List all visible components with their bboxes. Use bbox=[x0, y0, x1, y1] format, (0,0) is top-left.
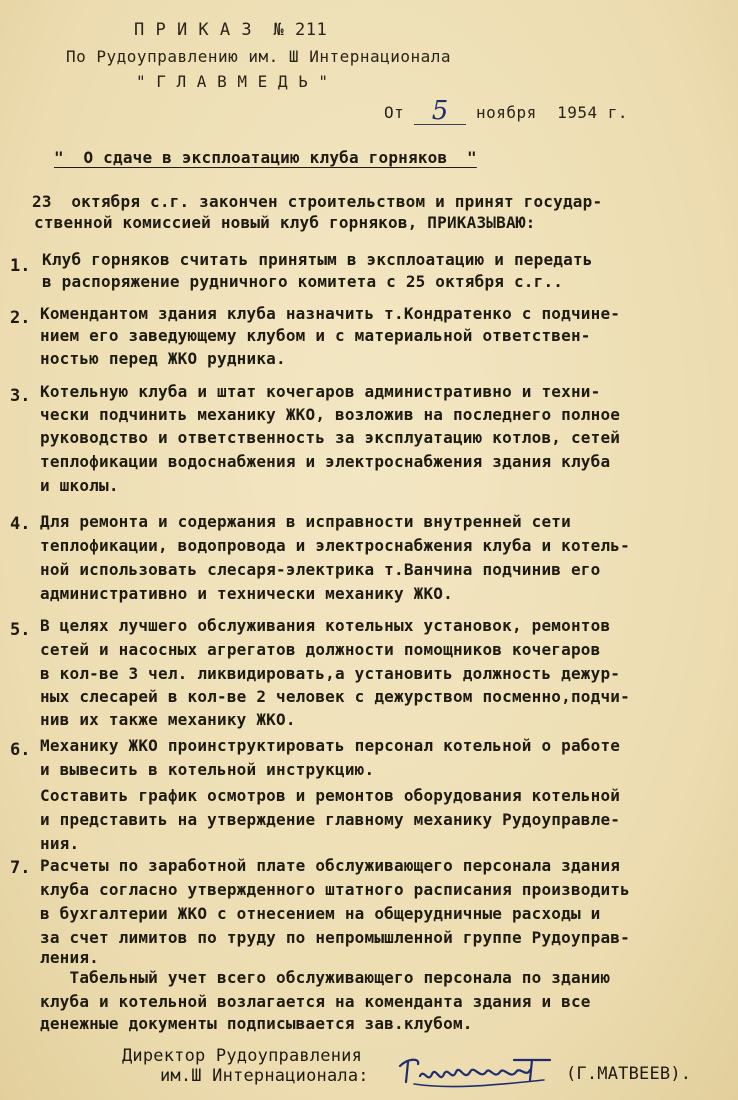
item-line: Табельный учет всего обслуживающего персонала по зданию bbox=[40, 968, 611, 987]
item-number: 6. bbox=[10, 740, 31, 760]
item-line: ной использовать слесаря-электрика т.Ванчина подчинив его bbox=[40, 560, 601, 579]
item-line: клуба и котельной возлагается на коменданта здания и все bbox=[40, 992, 591, 1011]
item-number: 7. bbox=[10, 858, 31, 878]
item-number: 1. bbox=[10, 256, 31, 276]
item-line: В целях лучшего обслуживания котельных установок, ремонтов bbox=[40, 616, 611, 635]
item-line: Механику ЖКО проинструктировать персонал котельной о работе bbox=[40, 736, 621, 755]
item-line: теплофикации, водопровода и электроснабжения клуба и котель- bbox=[40, 536, 630, 555]
order-title: П Р И К А З № 211 bbox=[134, 20, 328, 40]
item-line: Котельную клуба и штат кочегаров административно и техни- bbox=[40, 382, 601, 401]
item-line: теплофикации водоснабжения и электроснабжения здания клуба bbox=[40, 452, 611, 471]
item-line: административно и технически механику ЖКО. bbox=[40, 584, 453, 603]
item-line: Комендантом здания клуба назначить т.Кондратенко с подчине- bbox=[40, 304, 621, 323]
item-number: 3. bbox=[10, 386, 31, 406]
item-line: ных слесарей в кол-ве 2 человек с дежурством посменно,подчи- bbox=[40, 687, 630, 706]
item-line: ния. bbox=[40, 834, 80, 853]
item-line: в бухгалтерии ЖКО с отнесением на общерудничные расходы и bbox=[40, 904, 601, 923]
item-line: нив их также механику ЖКО. bbox=[40, 710, 296, 729]
item-number: 4. bbox=[10, 514, 31, 534]
item-line: клуба согласно утвержденного штатного расписания производить bbox=[40, 880, 630, 899]
signatory-name: (Г.МАТВЕЕВ). bbox=[566, 1064, 692, 1084]
organization-line: По Рудоуправлению им. Ш Интернационала bbox=[66, 47, 452, 66]
item-line: и вывесить в котельной инструкцию. bbox=[40, 760, 375, 779]
item-line: и школы. bbox=[40, 476, 119, 495]
intro-line: 23 октября с.г. закончен строительством и принят государ- bbox=[32, 192, 603, 211]
item-number: 5. bbox=[10, 620, 31, 640]
order-subject: " О сдаче в эксплоатацию клуба горняков " bbox=[54, 148, 477, 167]
item-line: в кол-ве 3 чел. ликвидировать,а установить должность дежур- bbox=[40, 664, 621, 683]
item-line: Клуб горняков считать принятым в эксплоатацию и передать bbox=[42, 250, 593, 269]
date-rest: ноября 1954 г. bbox=[476, 103, 628, 122]
item-line: Для ремонта и содержания в исправности внутренней сети bbox=[40, 512, 571, 531]
item-line: сетей и насосных агрегатов должности помощников кочегаров bbox=[40, 640, 601, 659]
item-line: и представить на утверждение главному механику Рудоуправле- bbox=[40, 810, 621, 829]
date-day-handwritten: 5 bbox=[431, 96, 449, 126]
intro-line: ственной комиссией новый клуб горняков, ПРИКАЗЫВАЮ: bbox=[34, 213, 536, 232]
item-line: Составить график осмотров и ремонтов оборудования котельной bbox=[40, 786, 621, 805]
signatory-title: Директор Рудоуправления bbox=[122, 1046, 363, 1066]
signatory-title: им.Ш Интернационала: bbox=[160, 1066, 369, 1086]
item-line: ностью перед ЖКО рудника. bbox=[40, 349, 286, 368]
item-line: за счет лимитов по труду по непромышленной группе Рудоуправ- bbox=[40, 928, 630, 947]
item-line: руководство и ответственность за эксплуатацию котлов, сетей bbox=[40, 428, 621, 447]
item-line: чески подчинить механику ЖКО, возложив на последнего полное bbox=[40, 405, 621, 424]
date-prefix: От bbox=[384, 103, 405, 122]
item-line: Расчеты по заработной плате обслуживающего персонала здания bbox=[40, 856, 621, 875]
item-line: денежные документы подписывается зав.клубом. bbox=[40, 1014, 473, 1033]
ministry-line: " Г Л А В М Е Д Ь " bbox=[136, 72, 329, 91]
date-day-underline bbox=[414, 124, 466, 125]
item-line: ления. bbox=[40, 948, 99, 967]
item-line: нием его заведующему клубом и с материальной ответствен- bbox=[40, 326, 591, 345]
item-number: 2. bbox=[10, 308, 31, 328]
item-line: в распоряжение рудничного комитета с 25 октября с.г.. bbox=[42, 272, 564, 291]
handwritten-signature bbox=[394, 1050, 566, 1092]
